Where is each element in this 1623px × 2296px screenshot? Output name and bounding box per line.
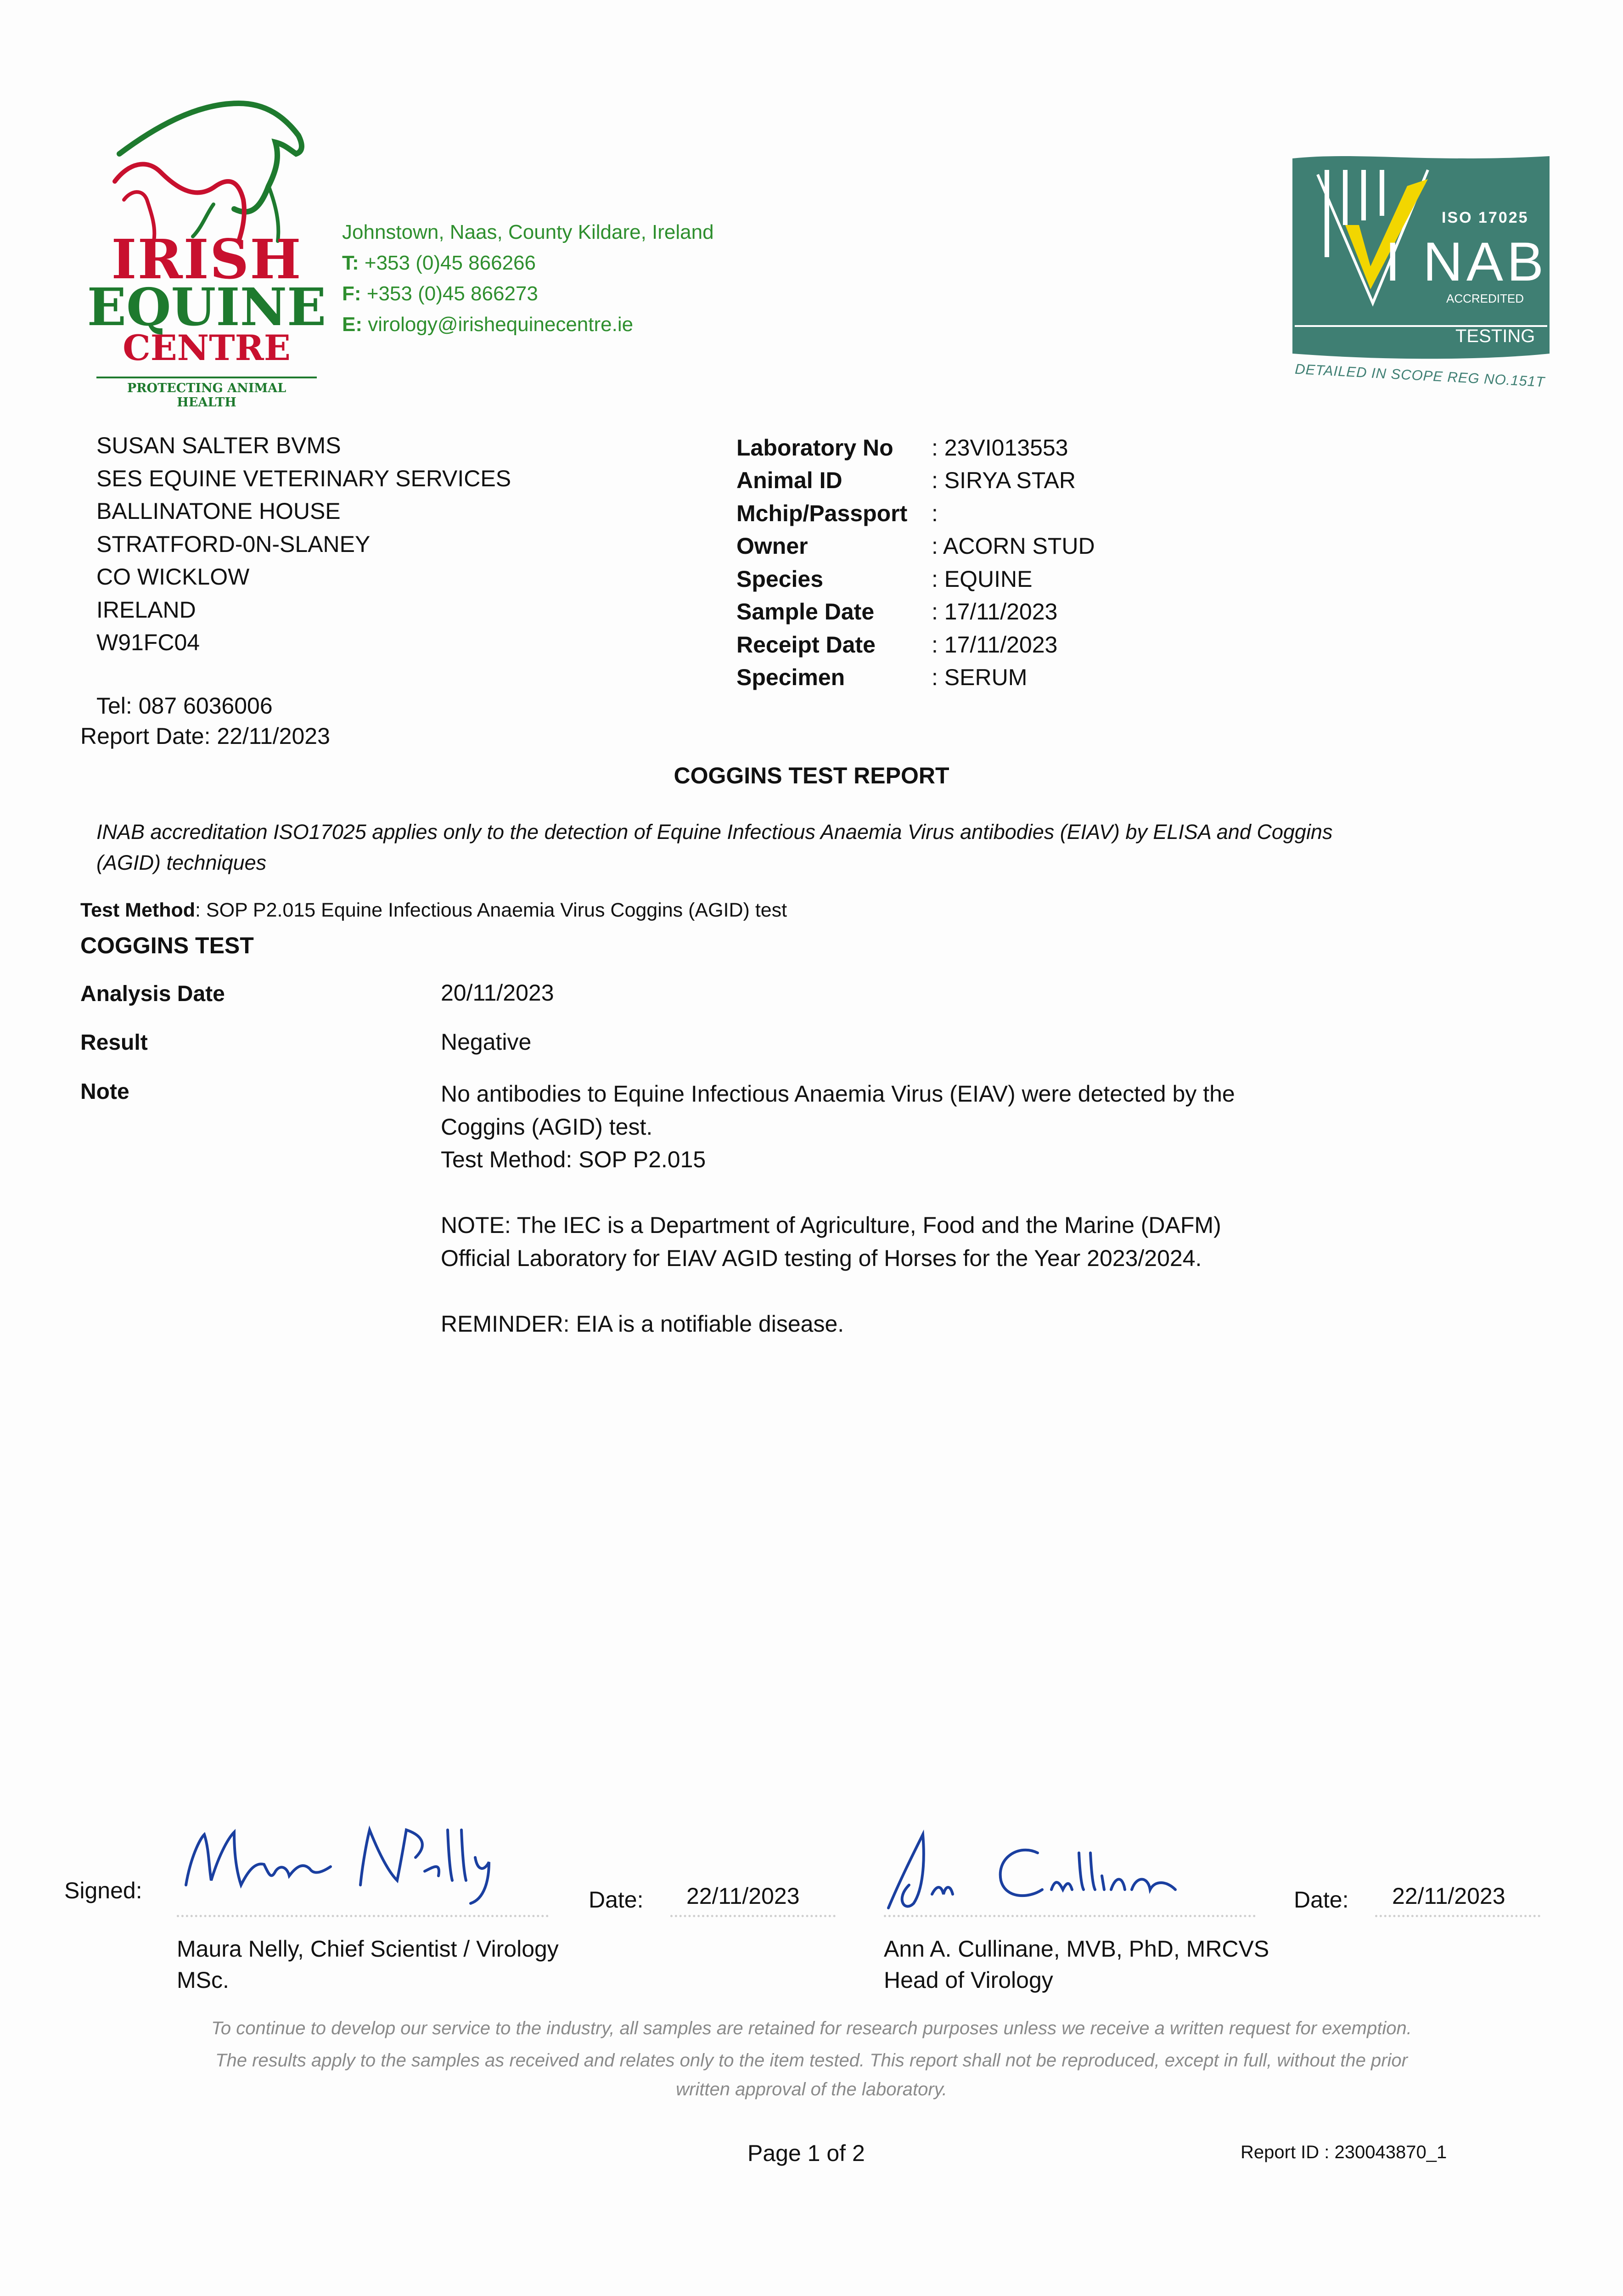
report-title: COGGINS TEST REPORT	[674, 763, 949, 788]
info-row-specimen: Specimen : SERUM	[736, 664, 1028, 691]
signature-maura-nelly	[177, 1816, 498, 1908]
signatory-title-right: Head of Virology	[884, 1967, 1053, 1993]
address-line: STRATFORD-0N-SLANEY	[96, 531, 371, 557]
inab-accreditation-note: INAB accreditation ISO17025 applies only to the detection of Equine Infectious Anaemia Virus antibodies (EIAV) by ELISA and Coggins (AGID) techniques	[96, 820, 1333, 874]
signature-line-left	[177, 1915, 549, 1917]
result-value: Negative	[441, 1029, 532, 1055]
lab-address: Johnstown, Naas, County Kildare, Ireland	[342, 221, 714, 243]
address-line: BALLINATONE HOUSE	[96, 498, 341, 524]
date-line-right	[1375, 1915, 1540, 1917]
lab-email: E: virology@irishequinecentre.ie	[342, 313, 634, 336]
note-test-method: Test Method: SOP P2.015	[441, 1147, 706, 1172]
note-paragraph-dafm: NOTE: The IEC is a Department of Agriculture, Food and the Marine (DAFM) Official Laboratory for EIAV AGID testing of Horses for the Year 2023/2024.	[441, 1212, 1221, 1271]
lab-contact-block	[342, 217, 714, 340]
signatory-title-left: MSc.	[177, 1967, 229, 1993]
info-row-owner: Owner : ACORN STUD	[736, 533, 1095, 559]
signed-label: Signed:	[64, 1878, 142, 1903]
signature-date-left: 22/11/2023	[686, 1883, 800, 1909]
footer-disclaimer-line1: The results apply to the samples as received and relates only to the item tested. This report shall not be reproduced, except in full, without the prior	[215, 2050, 1408, 2071]
lab-fax: F: +353 (0)45 866273	[342, 282, 538, 305]
signatory-name-left: Maura Nelly, Chief Scientist / Virology	[177, 1936, 559, 1962]
address-line: SUSAN SALTER BVMS	[96, 433, 341, 458]
signature-ann-cullinane	[882, 1825, 1203, 1917]
signatory-name-right: Ann A. Cullinane, MVB, PhD, MRCVS	[884, 1936, 1269, 1962]
logo-word-irish: IRISH	[111, 227, 302, 291]
signature-line-right	[884, 1915, 1256, 1917]
footer-disclaimer-line2: written approval of the laboratory.	[676, 2079, 947, 2099]
address-line: SES EQUINE VETERINARY SERVICES	[96, 465, 511, 491]
logo-word-equine: EQUINE	[87, 277, 326, 338]
info-row-receipt-date: Receipt Date : 17/11/2023	[736, 631, 1058, 658]
lab-phone: T: +353 (0)45 866266	[342, 252, 536, 274]
inab-accreditation-badge	[1290, 152, 1552, 409]
address-line: IRELAND	[96, 597, 196, 623]
recipient-address	[96, 429, 511, 659]
report-id: Report ID : 230043870_1	[1241, 2142, 1447, 2162]
note-label: Note	[80, 1080, 129, 1104]
date-line-left	[670, 1915, 836, 1917]
note-paragraph-reminder: REMINDER: EIA is a notifiable disease.	[441, 1311, 844, 1337]
page-number: Page 1 of 2	[747, 2140, 865, 2166]
test-method-line: Test Method: SOP P2.015 Equine Infectious Anaemia Virus Coggins (AGID) test	[80, 899, 787, 921]
badge-scope-text: DETAILED IN SCOPE REG NO.151T	[1294, 360, 1545, 390]
analysis-date-value: 20/11/2023	[441, 980, 554, 1006]
address-line: W91FC04	[96, 630, 200, 655]
footer-retention-note: To continue to develop our service to the industry, all samples are retained for research purposes unless we receive a written request for exemption.	[211, 2018, 1412, 2038]
sample-info-table	[736, 431, 1095, 694]
recipient-phone: Tel: 087 6036006	[96, 693, 273, 719]
note-paragraph-detection: No antibodies to Equine Infectious Anaemia Virus (EIAV) were detected by the Coggins (AGID) test. Test Method: SOP P2.015	[441, 1081, 1235, 1172]
logo-tagline: PROTECTING ANIMAL HEALTH	[127, 381, 286, 410]
info-row-species: Species : EQUINE	[736, 566, 1033, 592]
address-line: CO WICKLOW	[96, 564, 250, 590]
badge-accredited-text: ACCREDITED	[1446, 292, 1524, 305]
horse-logo-icon	[87, 94, 326, 250]
date-label-left: Date:	[589, 1887, 644, 1913]
logo-divider	[96, 377, 317, 378]
date-label-right: Date:	[1294, 1887, 1349, 1913]
info-row-mchip-passport: Mchip/Passport :	[736, 500, 938, 526]
badge-iso-text: ISO 17025	[1442, 209, 1529, 226]
report-date: Report Date: 22/11/2023	[80, 723, 330, 749]
info-row-laboratory-no: Laboratory No : 23VI013553	[736, 434, 1068, 461]
info-row-animal-id: Animal ID : SIRYA STAR	[736, 467, 1076, 494]
section-title: COGGINS TEST	[80, 933, 254, 958]
irish-equine-centre-logo	[87, 94, 326, 410]
signature-date-right: 22/11/2023	[1392, 1883, 1505, 1909]
badge-testing-text: TESTING	[1455, 326, 1535, 346]
analysis-date-label: Analysis Date	[80, 982, 225, 1006]
info-row-sample-date: Sample Date : 17/11/2023	[736, 599, 1058, 625]
badge-brand-text: I NAB	[1385, 231, 1547, 293]
logo-word-centre: CENTRE	[123, 327, 291, 368]
result-label: Result	[80, 1030, 148, 1055]
note-text	[441, 1078, 1290, 1373]
